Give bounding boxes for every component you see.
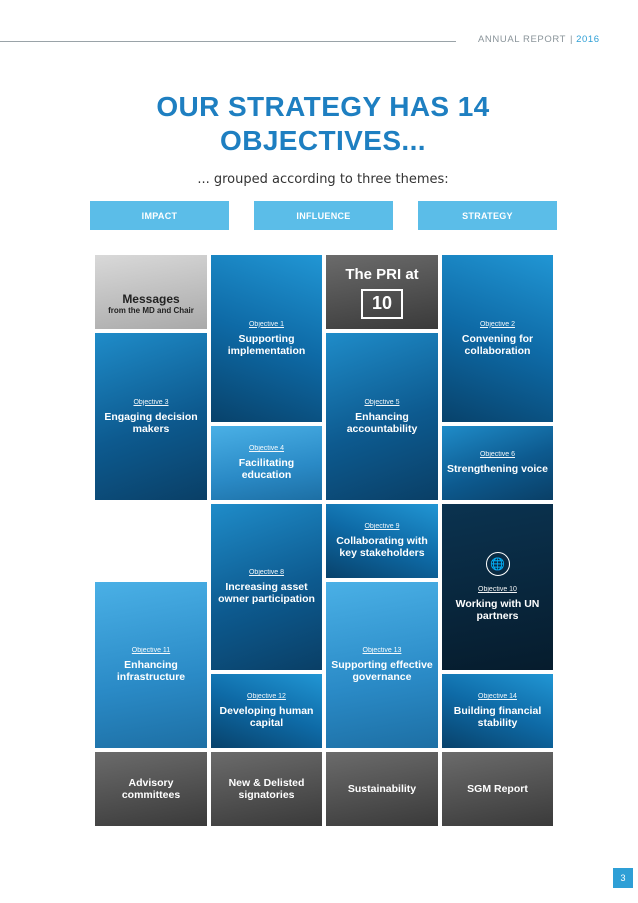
tile-objective-label: Objective 4 [248, 445, 285, 452]
tile-objective-title: Increasing asset owner participation [218, 581, 315, 605]
tile-objective-label: Objective 11 [131, 647, 171, 654]
tile-objective-2[interactable] [442, 255, 553, 422]
pri-10-logo: 10 [361, 289, 403, 319]
tile-new-delisted-signatories[interactable] [211, 752, 322, 826]
tile-objective-label: Objective 1 [248, 320, 285, 328]
tile-objective-9[interactable] [326, 504, 438, 578]
tile-objective-5[interactable] [326, 333, 438, 500]
page-subtitle: ... grouped according to three themes: [197, 172, 449, 187]
tile-objective-title: Developing human capital [219, 705, 314, 729]
tile-objective-6[interactable] [442, 426, 553, 500]
tile-objective-label: Objective 10 [478, 586, 517, 593]
tile-objective-title: Collaborating with key stakeholders [336, 535, 428, 559]
tile-sgm-report[interactable] [442, 752, 553, 826]
tile-objective-title: Strengthening key regions [105, 535, 197, 559]
tile-objective-title: Supporting implementation [227, 332, 306, 357]
tile-objective-title: Supporting effective governance [331, 659, 433, 683]
tile-objective-label: Objective 14 [478, 693, 517, 700]
tile-objective-label: Objective 7 [133, 523, 169, 530]
tile-objective-title: Strengthening voice [447, 463, 548, 475]
tile-objective-3[interactable] [95, 333, 207, 500]
tile-objective-11[interactable] [95, 582, 207, 748]
tile-objective-title: Building financial stability [453, 705, 542, 729]
tile-pri-at-10[interactable] [326, 255, 438, 329]
tile-objective-label: Objective 3 [133, 398, 169, 406]
tile-messages-title: Messages [122, 291, 180, 306]
tile-messages[interactable] [95, 255, 207, 329]
un-emblem-icon: 🌐 [486, 552, 510, 576]
header-separator: | [570, 34, 574, 45]
page-title: OUR STRATEGY HAS 14 OBJECTIVES... [156, 91, 490, 156]
tile-objective-13[interactable] [326, 582, 438, 748]
tile-objective-4[interactable] [211, 426, 322, 500]
tile-title: Advisory committees [121, 777, 181, 801]
tile-objective-label: Objective 9 [364, 523, 400, 530]
tile-objective-label: Objective 13 [362, 647, 402, 654]
tile-title: New & Delisted signatories [228, 777, 305, 801]
tile-objective-8[interactable] [211, 504, 322, 670]
tile-sustainability[interactable] [326, 752, 438, 826]
report-year: 2016 [576, 34, 600, 45]
tile-objective-label: Objective 12 [247, 693, 286, 700]
tile-objective-title: Working with UN partners [455, 598, 540, 622]
tile-title: SGM Report [467, 783, 528, 795]
tile-advisory-committees[interactable] [95, 752, 207, 826]
tile-objective-1[interactable] [211, 255, 322, 422]
tile-title: Sustainability [347, 783, 417, 795]
theme-strategy-button[interactable]: STRATEGY [418, 201, 557, 230]
tile-objective-title: Facilitating education [238, 457, 295, 481]
tile-objective-label: Objective 8 [248, 569, 285, 576]
tile-objective-7[interactable] [95, 504, 207, 578]
tile-objective-title: Enhancing infrastructure [116, 659, 186, 683]
tile-objective-label: Objective 5 [364, 398, 400, 406]
theme-impact-button[interactable]: IMPACT [90, 201, 229, 230]
tile-objective-title: Engaging decision makers [104, 410, 198, 435]
tile-objective-label: Objective 2 [479, 320, 516, 328]
report-label: ANNUAL REPORT [478, 34, 567, 45]
tile-objective-label: Objective 6 [479, 451, 516, 458]
tile-messages-sub: from the MD and Chair [108, 305, 194, 315]
theme-influence-button[interactable]: INFLUENCE [254, 201, 393, 230]
tile-pri-title: The PRI at [345, 265, 419, 283]
tile-objective-10[interactable] [442, 504, 553, 670]
tile-objective-title: Convening for collaboration [461, 332, 534, 357]
page-number-badge: 3 [613, 868, 633, 888]
tile-objective-title: Enhancing accountability [346, 410, 418, 435]
tile-objective-14[interactable] [442, 674, 553, 748]
report-header [478, 34, 600, 45]
tile-objective-12[interactable] [211, 674, 322, 748]
header-rule [0, 41, 456, 42]
